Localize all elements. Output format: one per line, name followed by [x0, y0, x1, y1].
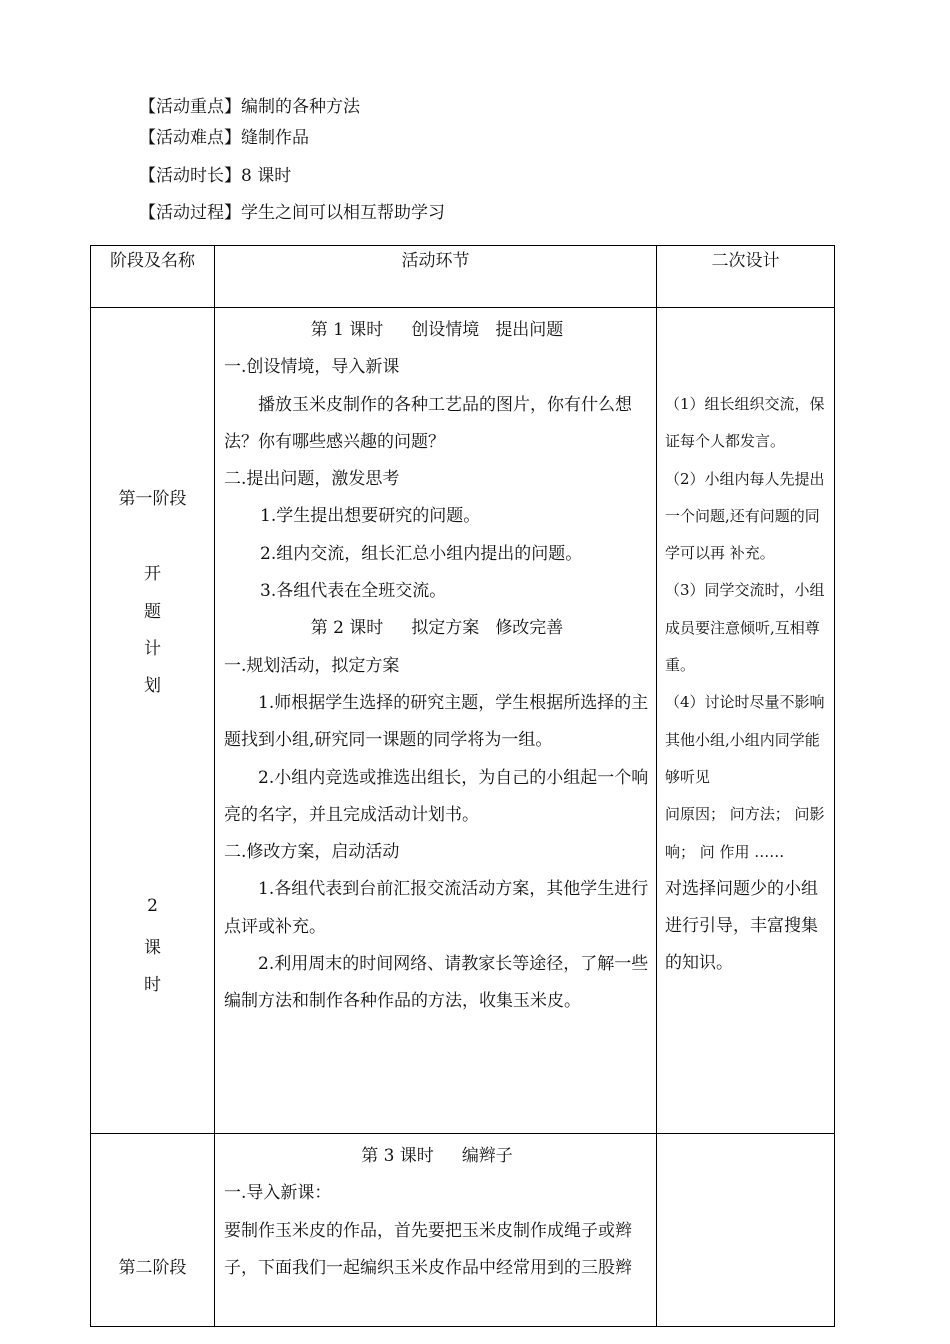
stage-2-design-cell — [657, 1134, 835, 1327]
stage-1-hours-char: 时 — [144, 975, 161, 995]
lesson-2-title: 第 2 课时 拟定方案 修改完善 — [310, 618, 564, 639]
list-item: 1.学生提出想要研究的问题。 — [260, 506, 481, 527]
activity-focus: 【活动重点】编制的各种方法 — [139, 97, 360, 117]
stage-2-activity-cell — [215, 1134, 657, 1327]
stage-2-name: 第二阶段 — [118, 1258, 187, 1278]
table-row — [91, 1134, 835, 1327]
table-row — [91, 308, 835, 1134]
section-heading: 二.修改方案，启动活动 — [224, 842, 400, 863]
design-note: 问原因； 问方法； 问影响； 问 作用 …… — [665, 805, 825, 861]
lesson-plan-table — [90, 245, 835, 1327]
stage-1-subtitle-char: 题 — [144, 602, 161, 622]
design-note: 对选择问题少的小组进行引导，丰富搜集的知识。 — [665, 878, 818, 974]
paragraph: 要制作玉米皮的作品，首先要把玉米皮制作成绳子或辫子，下面我们一起编织玉米皮作品中经常用到的三股辫 — [224, 1220, 632, 1278]
paragraph: 1.各组代表到台前汇报交流活动方案，其他学生进行点评或补充。 — [224, 879, 649, 937]
section-heading: 二.提出问题，激发思考 — [224, 469, 400, 490]
header-design: 二次设计 — [657, 246, 835, 308]
design-note: （3）同学交流时，小组成员要注意倾听,互相尊重。 — [665, 581, 825, 675]
stage-1-hours-char: 2 — [147, 896, 158, 916]
activity-process: 【活动过程】学生之间可以相互帮助学习 — [139, 203, 445, 223]
paragraph: 播放玉米皮制作的各种工艺品的图片，你有什么想法？你有哪些感兴趣的问题？ — [224, 394, 632, 452]
activity-difficulty: 【活动难点】缝制作品 — [139, 128, 309, 148]
design-note: （2）小组内每人先提出一个问题,还有问题的同学可以再 补充。 — [665, 469, 825, 563]
paragraph: 2.小组内竞选或推选出组长，为自己的小组起一个响亮的名字，并且完成活动计划书。 — [224, 767, 649, 825]
paragraph: 1.师根据学生选择的研究主题，学生根据所选择的主题找到小组,研究同一课题的同学将为一组。 — [224, 692, 649, 751]
stage-1-name: 第一阶段 — [118, 489, 187, 509]
paragraph: 2.利用周末的时间网络、请教家长等途径，了解一些编制方法和制作各种作品的方法，收集玉米皮。 — [224, 954, 649, 1012]
header-activity: 活动环节 — [215, 246, 657, 308]
stage-1-activity-cell — [215, 308, 657, 1134]
stage-1-cell — [91, 308, 215, 1134]
lesson-1-title: 第 1 课时 创设情境 提出问题 — [310, 320, 564, 340]
table-header-row — [91, 246, 835, 308]
stage-1-subtitle-char: 计 — [144, 639, 161, 659]
header-stage: 阶段及名称 — [91, 246, 215, 308]
stage-1-design-cell — [657, 308, 835, 1134]
list-item: 3.各组代表在全班交流。 — [260, 581, 447, 602]
stage-2-cell — [91, 1134, 215, 1327]
list-item: 2.组内交流，组长汇总小组内提出的问题。 — [260, 543, 583, 564]
section-heading: 一.规划活动，拟定方案 — [224, 655, 400, 676]
activity-duration: 【活动时长】8 课时 — [139, 166, 292, 186]
stage-1-hours-char: 课 — [144, 938, 161, 958]
lesson-3-title: 第 3 课时 编辫子 — [361, 1146, 513, 1166]
design-note: （1）组长组织交流，保证每个人都发言。 — [665, 395, 825, 451]
section-heading: 一.创设情境，导入新课 — [224, 357, 400, 378]
design-note: （4）讨论时尽量不影响其他小组,小组内同学能够听见 — [665, 693, 825, 786]
stage-1-subtitle-char: 划 — [144, 676, 161, 696]
stage-1-subtitle-char: 开 — [144, 564, 161, 584]
section-heading: 一.导入新课： — [224, 1183, 332, 1204]
